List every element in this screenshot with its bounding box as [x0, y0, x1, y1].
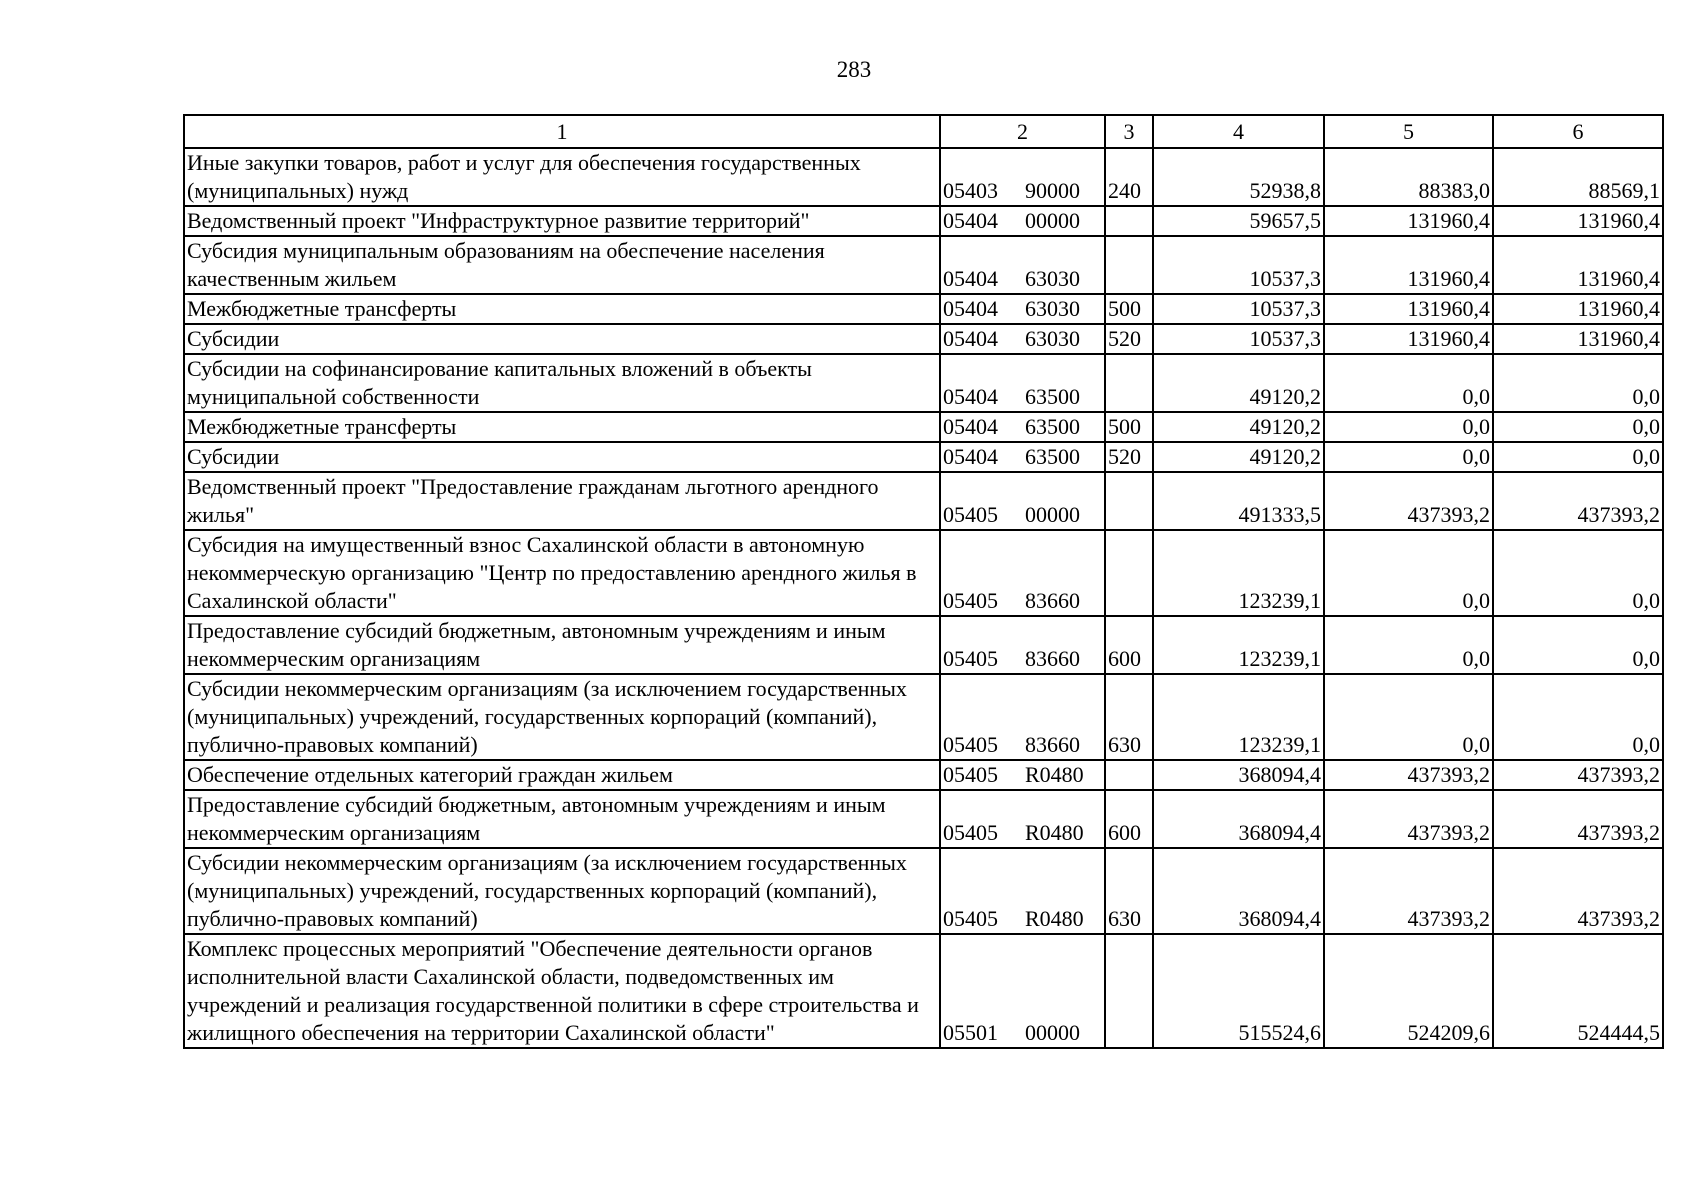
- row-value-5: 131960,4: [1324, 236, 1493, 294]
- row-value-5: 88383,0: [1324, 148, 1493, 206]
- row-value-5: 131960,4: [1324, 206, 1493, 236]
- row-value-4: 123239,1: [1153, 616, 1324, 674]
- row-value-6: 437393,2: [1493, 760, 1663, 790]
- row-value-6: 0,0: [1493, 674, 1663, 760]
- header-cell: 2: [940, 115, 1105, 148]
- table-row: [184, 148, 1663, 206]
- row-name: Предоставление субсидий бюджетным, автономным учреждениям и иным некоммерческим организациям: [184, 790, 940, 848]
- row-code-section: 05404: [943, 384, 998, 409]
- row-name: Иные закупки товаров, работ и услуг для обеспечения государственных (муниципальных) нужд: [184, 148, 940, 206]
- row-code-item: 00000: [1025, 502, 1080, 527]
- header-cell: 1: [184, 115, 940, 148]
- row-name: Субсидия на имущественный взнос Сахалинской области в автономную некоммерческую организацию "Центр по предоставлению арендного жилья в Сахалинской области": [184, 530, 940, 616]
- row-name: Ведомственный проект "Предоставление гражданам льготного арендного жилья": [184, 472, 940, 530]
- row-value-5: 131960,4: [1324, 324, 1493, 354]
- row-value-5: 524209,6: [1324, 934, 1493, 1048]
- row-value-5: 0,0: [1324, 530, 1493, 616]
- row-expense-type: 520: [1105, 324, 1153, 354]
- row-value-6: 0,0: [1493, 442, 1663, 472]
- row-value-4: 123239,1: [1153, 674, 1324, 760]
- row-value-4: 368094,4: [1153, 848, 1324, 934]
- row-value-4: 49120,2: [1153, 412, 1324, 442]
- row-code: [940, 674, 1105, 760]
- row-expense-type: [1105, 206, 1153, 236]
- row-value-6: 0,0: [1493, 530, 1663, 616]
- header-cell: 3: [1105, 115, 1153, 148]
- row-code-section: 05404: [943, 444, 998, 469]
- row-expense-type: [1105, 530, 1153, 616]
- row-code-item: R0480: [1025, 820, 1084, 845]
- table-row: [184, 674, 1663, 760]
- row-value-4: 59657,5: [1153, 206, 1324, 236]
- row-value-6: 437393,2: [1493, 790, 1663, 848]
- row-value-4: 368094,4: [1153, 790, 1324, 848]
- row-expense-type: 240: [1105, 148, 1153, 206]
- row-code-section: 05405: [943, 906, 998, 931]
- row-code-section: 05404: [943, 326, 998, 351]
- row-code-item: 83660: [1025, 732, 1080, 757]
- row-code-section: 05405: [943, 502, 998, 527]
- row-value-6: 437393,2: [1493, 472, 1663, 530]
- row-code: [940, 530, 1105, 616]
- row-value-5: 437393,2: [1324, 790, 1493, 848]
- row-expense-type: 500: [1105, 294, 1153, 324]
- row-code: [940, 324, 1105, 354]
- row-code-item: R0480: [1025, 906, 1084, 931]
- row-code: [940, 760, 1105, 790]
- row-value-5: 0,0: [1324, 354, 1493, 412]
- row-code: [940, 934, 1105, 1048]
- row-code-section: 05404: [943, 414, 998, 439]
- table-row: [184, 530, 1663, 616]
- row-expense-type: 500: [1105, 412, 1153, 442]
- table-row: [184, 412, 1663, 442]
- row-code-section: 05405: [943, 646, 998, 671]
- table-row: [184, 760, 1663, 790]
- row-expense-type: [1105, 354, 1153, 412]
- row-value-5: 0,0: [1324, 674, 1493, 760]
- table-row: [184, 236, 1663, 294]
- row-name: Субсидии некоммерческим организациям (за исключением государственных (муниципальных) учреждений, государственных корпораций (компаний), публично-правовых компаний): [184, 848, 940, 934]
- row-expense-type: [1105, 236, 1153, 294]
- row-value-6: 0,0: [1493, 412, 1663, 442]
- row-code-section: 05405: [943, 762, 998, 787]
- table-row: [184, 324, 1663, 354]
- row-value-5: 437393,2: [1324, 848, 1493, 934]
- row-value-6: 131960,4: [1493, 324, 1663, 354]
- row-name: Межбюджетные трансферты: [184, 294, 940, 324]
- row-code-section: 05403: [943, 178, 998, 203]
- row-value-4: 123239,1: [1153, 530, 1324, 616]
- row-code-section: 05501: [943, 1020, 998, 1045]
- row-code: [940, 148, 1105, 206]
- row-code-section: 05405: [943, 732, 998, 757]
- row-value-4: 10537,3: [1153, 236, 1324, 294]
- header-cell: 5: [1324, 115, 1493, 148]
- row-code-item: 63030: [1025, 266, 1080, 291]
- table-row: [184, 472, 1663, 530]
- row-value-4: 368094,4: [1153, 760, 1324, 790]
- row-expense-type: 630: [1105, 674, 1153, 760]
- budget-table: [183, 114, 1664, 1049]
- row-code-item: 83660: [1025, 646, 1080, 671]
- row-code: [940, 442, 1105, 472]
- row-code: [940, 412, 1105, 442]
- row-name: Обеспечение отдельных категорий граждан жильем: [184, 760, 940, 790]
- table-row: [184, 934, 1663, 1048]
- row-code-item: 90000: [1025, 178, 1080, 203]
- row-code-item: 63500: [1025, 384, 1080, 409]
- row-name: Ведомственный проект "Инфраструктурное развитие территорий": [184, 206, 940, 236]
- row-code: [940, 616, 1105, 674]
- row-expense-type: 520: [1105, 442, 1153, 472]
- row-value-6: 131960,4: [1493, 236, 1663, 294]
- row-expense-type: [1105, 760, 1153, 790]
- row-code: [940, 790, 1105, 848]
- row-value-4: 10537,3: [1153, 294, 1324, 324]
- row-name: Комплекс процессных мероприятий "Обеспечение деятельности органов исполнительной власти Сахалинской области, подведомственных им учреждений и реализация государственной политики в сфере строительства и жилищного обеспечения на территории Сахалинской области": [184, 934, 940, 1048]
- row-value-4: 52938,8: [1153, 148, 1324, 206]
- row-code-item: 00000: [1025, 208, 1080, 233]
- row-code-section: 05405: [943, 820, 998, 845]
- header-row: [184, 115, 1663, 148]
- row-value-5: 0,0: [1324, 616, 1493, 674]
- row-expense-type: [1105, 472, 1153, 530]
- row-code: [940, 236, 1105, 294]
- row-value-5: 437393,2: [1324, 472, 1493, 530]
- row-code-item: 63500: [1025, 414, 1080, 439]
- row-value-4: 491333,5: [1153, 472, 1324, 530]
- row-code-item: R0480: [1025, 762, 1084, 787]
- table-row: [184, 616, 1663, 674]
- row-value-5: 0,0: [1324, 442, 1493, 472]
- row-value-6: 131960,4: [1493, 206, 1663, 236]
- row-name: Субсидии: [184, 324, 940, 354]
- row-value-6: 437393,2: [1493, 848, 1663, 934]
- table-row: [184, 790, 1663, 848]
- row-expense-type: [1105, 934, 1153, 1048]
- row-name: Межбюджетные трансферты: [184, 412, 940, 442]
- row-value-6: 524444,5: [1493, 934, 1663, 1048]
- row-code: [940, 848, 1105, 934]
- row-name: Субсидия муниципальным образованиям на обеспечение населения качественным жильем: [184, 236, 940, 294]
- row-value-6: 0,0: [1493, 354, 1663, 412]
- row-name: Предоставление субсидий бюджетным, автономным учреждениям и иным некоммерческим организациям: [184, 616, 940, 674]
- table-row: [184, 848, 1663, 934]
- row-value-5: 437393,2: [1324, 760, 1493, 790]
- row-name: Субсидии на софинансирование капитальных вложений в объекты муниципальной собственности: [184, 354, 940, 412]
- row-code: [940, 206, 1105, 236]
- row-code-section: 05405: [943, 588, 998, 613]
- page-number: 283: [836, 57, 872, 82]
- row-code-item: 63500: [1025, 444, 1080, 469]
- row-expense-type: 600: [1105, 616, 1153, 674]
- row-value-5: 131960,4: [1324, 294, 1493, 324]
- row-code-item: 63030: [1025, 296, 1080, 321]
- row-value-4: 49120,2: [1153, 442, 1324, 472]
- row-value-6: 131960,4: [1493, 294, 1663, 324]
- row-code: [940, 472, 1105, 530]
- row-code-item: 63030: [1025, 326, 1080, 351]
- row-expense-type: 600: [1105, 790, 1153, 848]
- row-code-section: 05404: [943, 208, 998, 233]
- row-value-4: 49120,2: [1153, 354, 1324, 412]
- row-code-section: 05404: [943, 296, 998, 321]
- row-value-6: 88569,1: [1493, 148, 1663, 206]
- table-row: [184, 442, 1663, 472]
- row-code: [940, 294, 1105, 324]
- row-code-item: 00000: [1025, 1020, 1080, 1045]
- row-code-item: 83660: [1025, 588, 1080, 613]
- row-value-6: 0,0: [1493, 616, 1663, 674]
- table-row: [184, 354, 1663, 412]
- table-row: [184, 206, 1663, 236]
- row-name: Субсидии: [184, 442, 940, 472]
- header-cell: 4: [1153, 115, 1324, 148]
- row-expense-type: 630: [1105, 848, 1153, 934]
- table-row: [184, 294, 1663, 324]
- row-code-section: 05404: [943, 266, 998, 291]
- row-value-4: 515524,6: [1153, 934, 1324, 1048]
- header-cell: 6: [1493, 115, 1663, 148]
- row-value-4: 10537,3: [1153, 324, 1324, 354]
- row-name: Субсидии некоммерческим организациям (за исключением государственных (муниципальных) учреждений, государственных корпораций (компаний), публично-правовых компаний): [184, 674, 940, 760]
- row-code: [940, 354, 1105, 412]
- row-value-5: 0,0: [1324, 412, 1493, 442]
